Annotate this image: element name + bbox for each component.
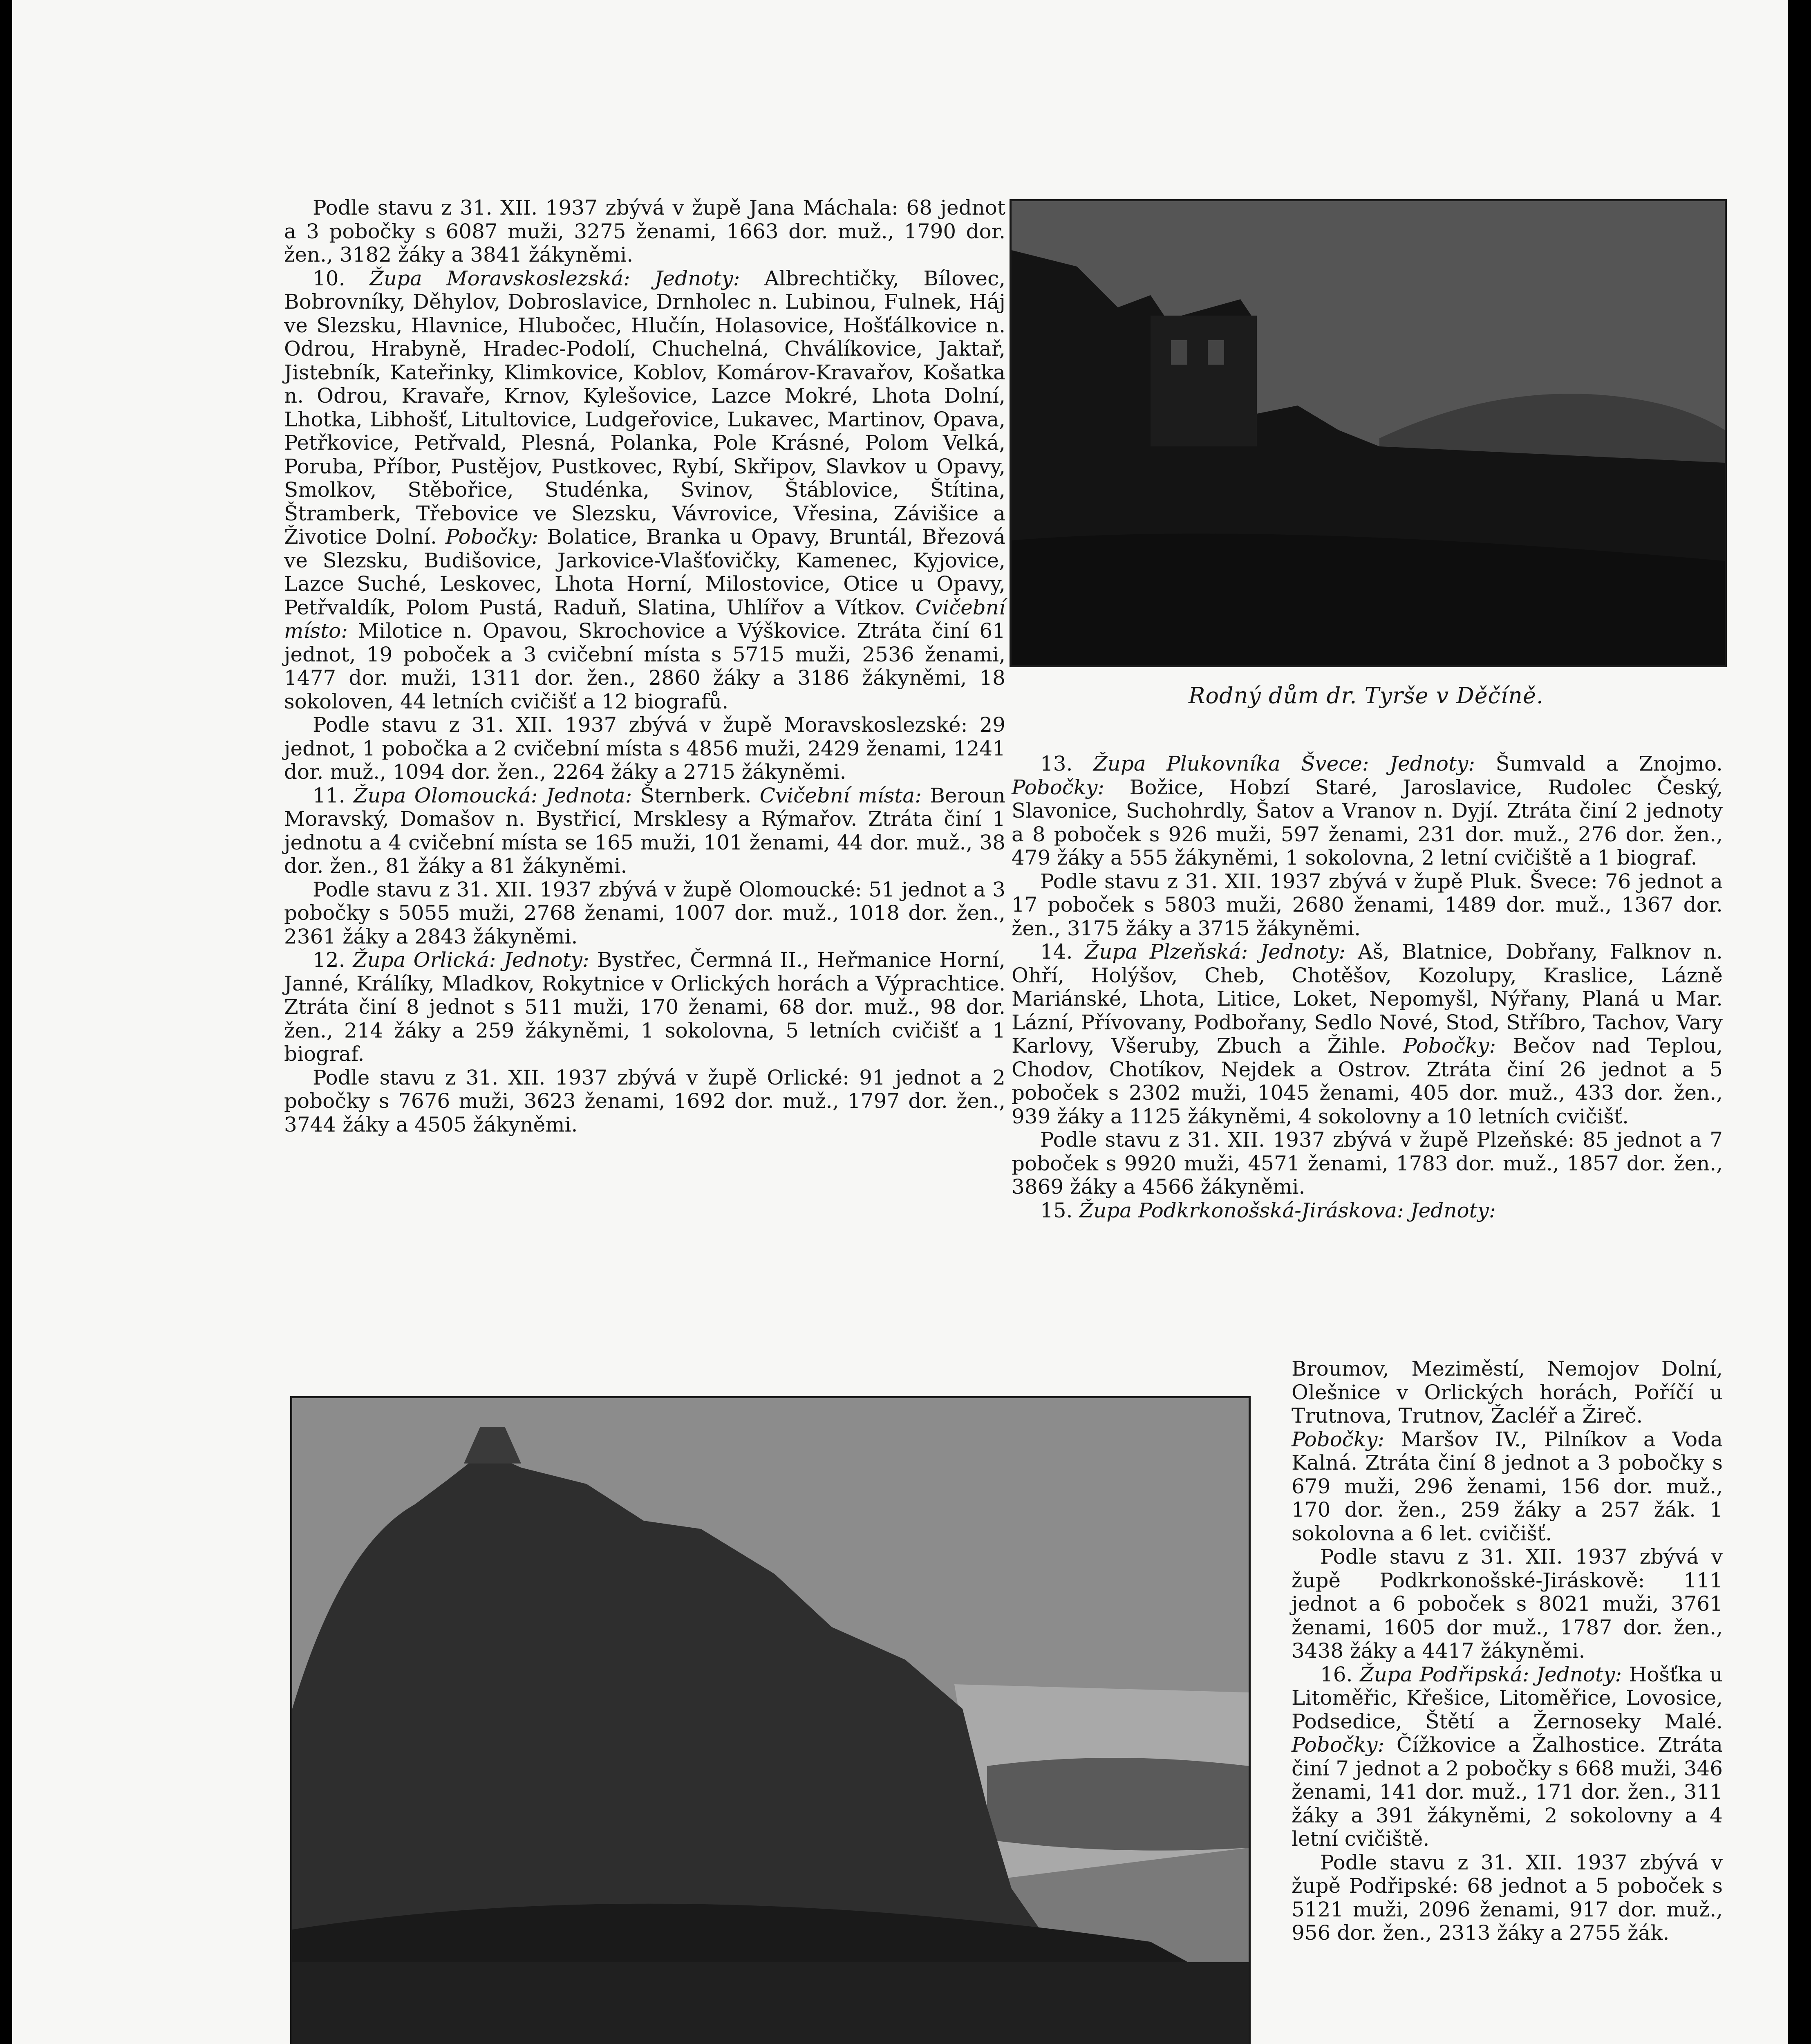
paragraph-svec-status: Podle stavu z 31. XII. 1937 zbývá v župě Pluk. Švece: 76 jednot a 17 poboček s 5803 muži, 2680 ženami, 1489 dor. muž., 1367 dor. žen., 3175 žáky a 3715 žákyněmi. xyxy=(1012,869,1723,940)
section-number: 14. xyxy=(1040,940,1073,964)
section-number: 15. xyxy=(1040,1198,1073,1222)
pobocky-heading: Pobočky: xyxy=(1403,1034,1496,1058)
jednoty-list: Albrechtičky, Bílovec, Bobrovníky, Děhylov, Dobroslavice, Drnholec n. Lubinou, Fulnek, Háj ve Slezsku, Hlavnice, Hlubočec, Hlučín, Holasovice, Hošťálkovice n. Odrou, Hrabyně, Hradec-Podolí, Chuchelná, Chválíkovice, Jaktař, Jistebník, Kateřinky, Klimkovice, Koblov, Komárov-Kravařov, Košatka n. Odrou, Kravaře, Krnov, Kylešovice, Lazce Mokré, Lhota Dolní, Lhotka, Libhošť, Litultovice, Ludgeřovice, Lukavec, Martinov, Opava, Petřkovice, Petřvald, Plesná, Polanka, Pole Krásné, Polom Velká, Poruba, Příbor, Pustějov, Pustkovec, Rybí, Skřipov, Slavkov u Opavy, Smolkov, Stěbořice, Studénka, Svinov, Štáblovice, Štítina, Štramberk, Třebovice ve Slezsku, Vávrovice, Vřesina, Závišice a Životice Dolní. xyxy=(284,266,1005,549)
loss-summary: Maršov IV., Pilníkov a Voda Kalná. Ztráta činí 8 jednot a 3 pobočky s 679 muži, 296 ženami, 156 dor. muž., 170 dor. žen., 259 žáky a 257 žák. 1 sokolovna a 6 let. cvičišť. xyxy=(1292,1427,1723,1545)
section-number: 11. xyxy=(313,783,345,807)
jednoty-list: Hošťka u Litoměřic, Křešice, Litoměřice, Lovosice, Podsedice, Štětí a Žernoseky Malé. xyxy=(1292,1662,1723,1733)
paragraph-zupa-plzenska xyxy=(1012,940,1723,1128)
zupa-heading: Župa Podkrkonošská-Jiráskova: Jednoty: xyxy=(1079,1198,1496,1222)
zupa-heading: Župa Plzeňská: Jednoty: xyxy=(1085,940,1346,964)
jednoty-list: Šumvald a Znojmo. xyxy=(1495,752,1723,775)
section-number: 10. xyxy=(313,266,345,290)
photo-devin xyxy=(290,1396,1251,2044)
paragraph-zupa-moravskoslezska xyxy=(284,267,1005,714)
section-number: 12. xyxy=(313,948,345,972)
pobocky-list: Bolatice, Branka u Opavy, Bruntál, Březová ve Slezsku, Budišovice, Jarkovice-Vlašťovičky, Kamenec, Kyjovice, Lazce Suché, Leskovec, Lhota Horní, Milostovice, Otice u Opavy, Petřvaldík, Polom Pustá, Raduň, Slatina, Uhlířov a Vítkov. xyxy=(284,525,1005,619)
photo-devin-image xyxy=(292,1398,1249,2044)
jednoty-list: Bystřec, Čermná II., Heřmanice Horní, Janné, Králíky, Mladkov, Rokytnice v Orlických horách a Výprachtice. Ztráta činí 8 jednot s 511 muži, 170 ženami, 68 dor. muž., 98 dor. žen., 214 žáky a 259 žákyněmi, 1 sokolovna, 5 letních cvičišť a 1 biograf. xyxy=(284,948,1005,1066)
zupa-heading: Župa Moravskoslezská: Jednoty: xyxy=(369,266,740,290)
paragraph-zupa-podkrkonosska-intro xyxy=(1012,1199,1723,1223)
zupa-heading: Župa Podřipská: Jednoty: xyxy=(1360,1662,1622,1686)
pobocky-heading: Pobočky: xyxy=(1292,1733,1385,1757)
paragraph-orlicka-status: Podle stavu z 31. XII. 1937 zbývá v župě Orlické: 91 jednot a 2 pobočky s 7676 muži, 3623 ženami, 1692 dor. muž., 1797 dor. žen., 3744 žáky a 4505 žákyněmi. xyxy=(284,1065,1005,1136)
zupa-heading: Župa Orlická: Jednoty: xyxy=(353,948,589,972)
paragraph-olomoucka-status: Podle stavu z 31. XII. 1937 zbývá v župě Olomoucké: 51 jednot a 3 pobočky s 5055 muži, 2768 ženami, 1007 dor. muž., 1018 dor. žen., 2361 žáky a 2843 žákyněmi. xyxy=(284,877,1005,948)
photo-tyrs-house xyxy=(1010,199,1727,667)
podkrkonosska-pobocky xyxy=(1292,1428,1723,1546)
paragraph-plzenska-status: Podle stavu z 31. XII. 1937 zbývá v župě Plzeňské: 85 jednot a 7 poboček s 9920 muži, 4571 ženami, 1783 dor. muž., 1857 dor. žen., 3869 žáky a 4566 žákyněmi. xyxy=(1012,1128,1723,1199)
cvicebni-mista-heading: Cvičební místa: xyxy=(759,783,922,807)
paragraph-podripska-status: Podle stavu z 31. XII. 1937 zbývá v župě Podřipské: 68 jednot a 5 poboček s 5121 muži, 2096 ženami, 917 dor. muž., 956 dor. žen., 2313 žáky a 2755 žák. xyxy=(1292,1850,1723,1945)
zupa-heading: Župa Olomoucká: Jednota: xyxy=(353,783,632,807)
loss-summary: Milotice n. Opavou, Skrochovice a Výškovice. Ztráta činí 61 jednot, 19 poboček a 3 cvičební místa s 5715 muži, 2536 ženami, 1477 dor. muži, 1311 dor. žen., 2860 žáky a 3186 žákyněmi, 18 sokoloven, 44 letních cvičišť a 12 biografů. xyxy=(284,619,1005,713)
paragraph-zupa-svec xyxy=(1012,752,1723,870)
pobocky-heading: Pobočky: xyxy=(1292,1427,1385,1451)
loss-summary: Božice, Hobzí Staré, Jaroslavice, Rudolec Český, Slavonice, Suchohrdly, Šatov a Vranov n. Dyjí. Ztráta činí 2 jednoty a 8 poboček s 926 muži, 597 ženami, 231 dor. muž., 276 dor. žen., 479 žáky a 555 žákyněmi, 1 sokolovna, 2 letní cvičiště a 1 biograf. xyxy=(1012,775,1723,870)
photo-tyrs-house-image xyxy=(1012,201,1725,665)
zupa-heading: Župa Plukovníka Švece: Jednoty: xyxy=(1093,752,1475,775)
paragraph-podkrkonosska-status: Podle stavu z 31. XII. 1937 zbývá v župě Podkrkonošské-Jiráskově: 111 jednot a 6 poboček s 8021 muži, 3761 ženami, 1605 dor muž., 1787 dor. žen., 3438 žáky a 4417 žákyněmi. xyxy=(1292,1545,1723,1663)
left-column xyxy=(284,196,1005,1136)
paragraph-machal-status: Podle stavu z 31. XII. 1937 zbývá v župě Jana Máchala: 68 jednot a 3 pobočky s 6087 muži, 3275 ženami, 1663 dor. muž., 1790 dor. žen., 3182 žáky a 3841 žákyněmi. xyxy=(284,196,1005,267)
loss-summary: Čížkovice a Žalhostice. Ztráta činí 7 jednot a 2 pobočky s 668 muži, 346 ženami, 141 dor. muž., 171 dor. žen., 311 žáky a 391 žákyněmi, 2 sokolovny a 4 letní cvičiště. xyxy=(1292,1733,1723,1851)
jednoty-list: Šternberk. xyxy=(640,783,752,807)
cvicebni-misto-heading: Cvičební místo: xyxy=(284,595,1005,643)
podkrkonosska-jednoty-list: Broumov, Meziměstí, Nemojov Dolní, Olešnice v Orlických horách, Poříčí u Trutnova, Trutnov, Žacléř a Žireč. xyxy=(1292,1357,1723,1428)
pobocky-heading: Pobočky: xyxy=(445,525,539,549)
document-page xyxy=(12,0,1788,2044)
paragraph-zupa-podripska xyxy=(1292,1663,1723,1851)
caption-tyrs-house: Rodný dům dr. Tyrše v Děčíně. xyxy=(1188,683,1544,708)
paragraph-zupa-olomoucka xyxy=(284,784,1005,878)
section-number: 16. xyxy=(1320,1662,1353,1686)
loss-summary: Beroun Moravský, Domašov n. Bystřicí, Mrsklesy a Rýmařov. Ztráta činí 1 jednotu a 4 cvičební místa se 165 muži, 101 ženami, 44 dor. muž., 38 dor. žen., 81 žáky a 81 žákyněmi. xyxy=(284,783,1005,878)
right-column-narrow xyxy=(1292,1357,1723,1945)
jednoty-list: Aš, Blatnice, Dobřany, Falknov n. Ohří, Holýšov, Cheb, Chotěšov, Kozolupy, Kraslice, Lázně Mariánské, Lhota, Litice, Loket, Nepomyšl, Nýřany, Planá u Mar. Lázní, Přívovany, Podbořany, Sedlo Nové, Stod, Stříbro, Tachov, Vary Karlovy, Všeruby, Zbuch a Žihle. xyxy=(1012,940,1723,1058)
pobocky-heading: Pobočky: xyxy=(1012,775,1105,799)
right-column xyxy=(1012,752,1723,1222)
section-number: 13. xyxy=(1040,752,1073,775)
paragraph-zupa-orlicka xyxy=(284,948,1005,1066)
loss-summary: Bečov nad Teplou, Chodov, Chotíkov, Nejdek a Ostrov. Ztráta činí 26 jednot a 5 poboček s 2302 muži, 1045 ženami, 405 dor. muž., 433 dor. žen., 939 žáky a 1125 žákyněmi, 4 sokolovny a 10 letních cvičišť. xyxy=(1012,1034,1723,1128)
paragraph-moravskoslezska-status: Podle stavu z 31. XII. 1937 zbývá v župě Moravskoslezské: 29 jednot, 1 pobočka a 2 cvičební místa s 4856 muži, 2429 ženami, 1241 dor. muž., 1094 dor. žen., 2264 žáky a 2715 žákyněmi. xyxy=(284,713,1005,784)
